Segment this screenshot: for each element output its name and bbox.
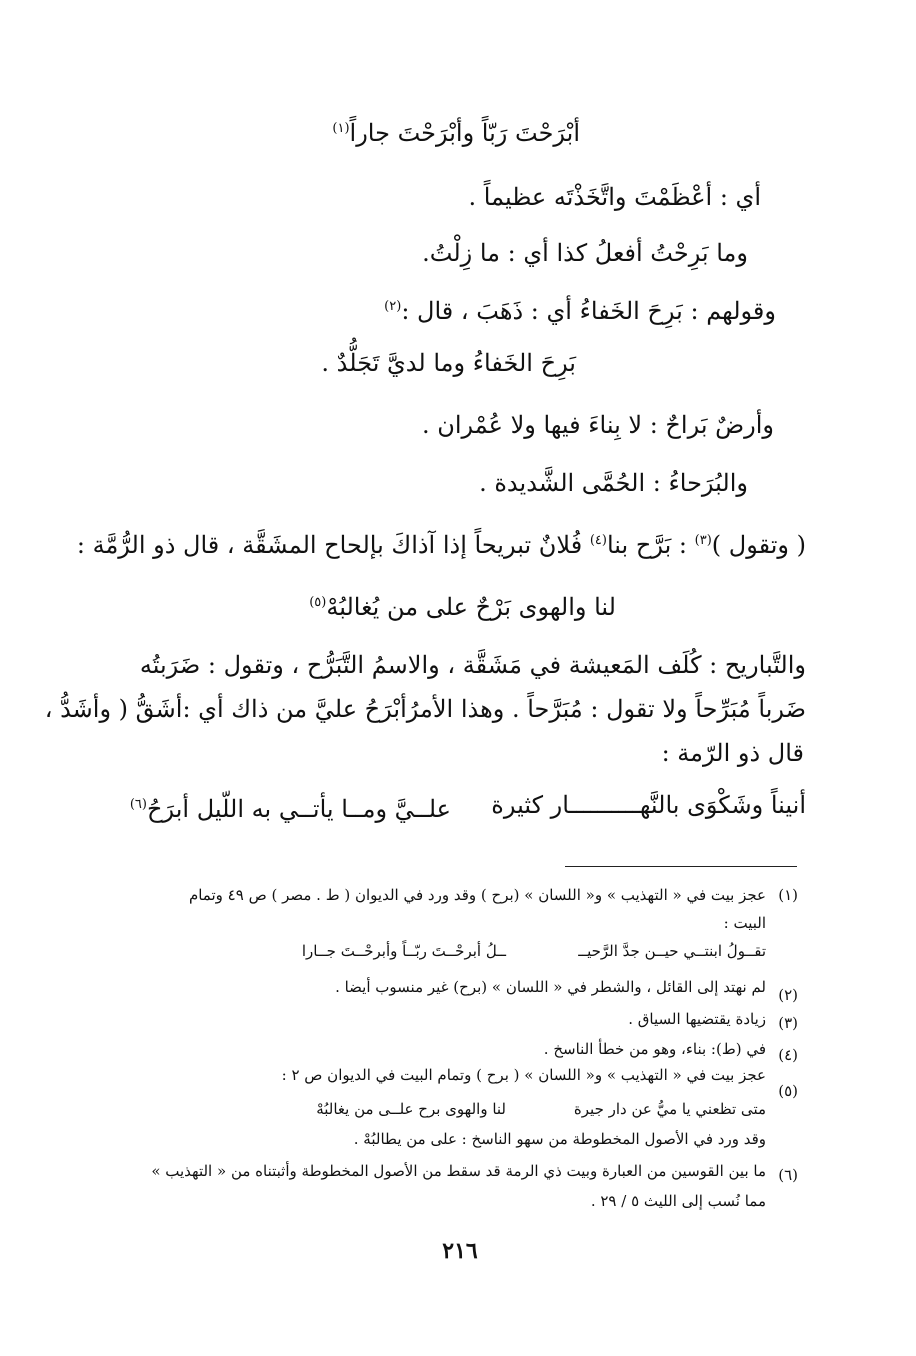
text-line-10: والتَّباريح : كُلَف المَعيشة في مَشَقَّة ، والاسمُ التَّبَرُّح ، وتقول : ضَرَبتُه [139,651,806,679]
text-line-6: وأرضٌ بَراحٌ : لا بِناءَ فيها ولا عُمْران . [422,411,774,439]
footnote-2-number: (٢) [778,986,798,1004]
text-line-12: قال ذو الرّمة : [661,739,804,767]
footnote-separator [565,866,797,867]
text-line-3: وما بَرِحْتُ أفعلُ كذا أي : ما زِلْتُ. [422,239,748,267]
footnote-ref: (٢) [384,299,402,314]
footnote-5-text: عجز بيت في « التهذيب » و« اللسان » ( برح ) وتمام البيت في الديوان ص ٢ : [281,1066,766,1084]
text-line-7: والبُرَحاءُ : الحُمَّى الشَّديدة . [479,469,748,497]
footnote-3-text: زيادة يقتضيها السياق . [628,1010,766,1028]
text: : بَرَّح بنا [606,531,687,559]
text-line-8 [77,524,806,562]
footnote-1-number: (١) [778,886,798,904]
verse-line-1 [332,112,580,150]
text-line-4 [384,290,776,328]
verse-left-half [130,788,451,826]
footnote-5-verse-right: متى تظعني يا ميُّ عن دار جيرة [573,1100,766,1118]
verse-line-9 [309,586,616,624]
footnote-4-text: في (ط): بناء، وهو من خطأ الناسخ . [543,1040,766,1058]
footnote-ref: (٦) [129,797,147,812]
text-line-5: بَرِحَ الخَفاءُ وما لديَّ تَجَلُّدٌ . [321,349,576,377]
footnote-ref: (٣) [694,533,712,548]
footnote-5-verse-left: لنا والهوى برح علــى من يغالبُهْ [316,1100,506,1118]
footnote-1-text-cont: البيت : [723,914,766,932]
text: ( وتقول ) [711,531,806,559]
page-number: ٢١٦ [442,1238,478,1264]
text: وقولهم : بَرِحَ الخَفاءُ أي : ذَهَبَ ، قال : [401,297,776,325]
footnote-1-text: عجز بيت في « التهذيب » و« اللسان » (برح ) وقد ورد في الديوان ( ط . مصر ) ص ٤٩ وتمام [188,886,766,904]
footnote-1-verse-left: ــلُ أبرحْــتَ ربّــاً وأبرحْــتَ جــارا [301,942,506,960]
footnote-1-verse-right: تقــولُ ابنتــي حيــن جدَّ الرَّحيــ [578,942,766,960]
footnote-3-number: (٣) [778,1014,798,1032]
text: أبْرَحْتَ رَبّاً وأبْرَحْتَ جاراً [349,119,580,147]
footnote-ref: (٥) [309,595,327,610]
footnote-ref: (١) [332,121,350,136]
text: علــيَّ ومــا يأتــي به اللّيل أبرَحُ [146,795,451,823]
footnote-2-text: لم نهتد إلى القائل ، والشطر في « اللسان » (برح) غير منسوب أيضا . [335,978,766,996]
verse-right-half: أنيناً وشَكْوَى بالنَّهــــــــــار كثيرة [491,791,806,819]
text-line-2: أي : أعْظَمْتَ واتَّخَذْتَه عظيماً . [468,183,761,211]
footnote-6-text-cont: مما نُسب إلى الليث ٥ / ٢٩ . [590,1192,766,1210]
text: لنا والهوى بَرْحٌ على من يُغالبُهْ [326,593,616,621]
footnote-ref: (٤) [589,533,607,548]
footnote-4-number: (٤) [778,1046,798,1064]
footnote-5-number: (٥) [778,1082,798,1100]
footnote-6-number: (٦) [778,1166,798,1184]
text: فُلانٌ تبريحاً إذا آذاكَ بإلحاح المشَقَّة ، قال ذو الرُّمَّة : [76,531,583,559]
footnote-6-text: ما بين القوسين من العبارة وبيت ذي الرمة قد سقط من الأصول المخطوطة وأثبتناه من « التهذيب » [151,1162,766,1180]
footnote-5-text-cont: وقد ورد في الأصول المخطوطة من سهو الناسخ : على من يطالبُهْ . [353,1130,766,1148]
text-line-11: ضَرباً مُبَرِّحاً ولا تقول : مُبَرَّحاً . وهذا الأمرُأبْرَحُ عليَّ من ذاك أي :أشَقُّ ( وأشَدُّ ، [44,695,806,723]
